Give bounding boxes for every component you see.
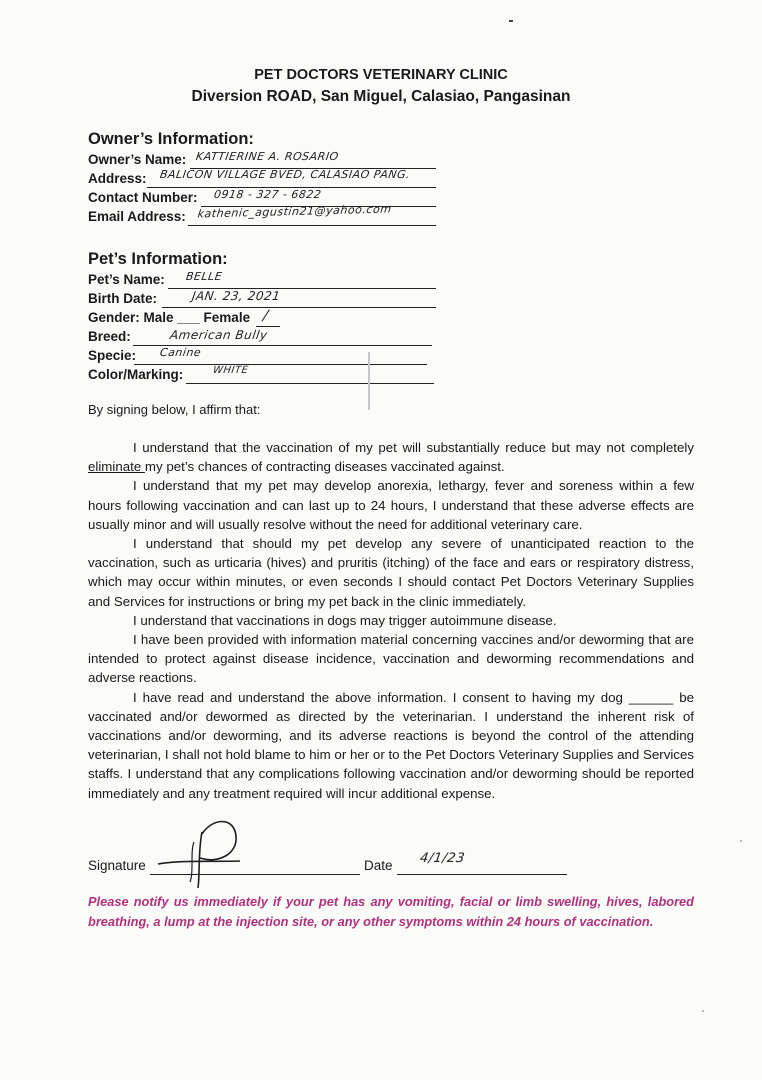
paragraph-2: I understand that my pet may develop anorexia, lethargy, fever and soreness within a few hours following vaccination and can last up to 24 hours, I understand that these adverse effects are usually minor and will usually resolve without the need for additional veterinary care. [88, 478, 694, 532]
signature-mark [150, 812, 250, 892]
date-value: 4/1/23 [418, 851, 466, 866]
paragraph-1-text-end: my pet’s chances of contracting diseases vaccinated against. [144, 459, 505, 475]
contact-number-value: 0918 - 327 - 6822 [213, 188, 323, 201]
gender-label: Gender: Male ___ Female [88, 310, 251, 325]
date-line [397, 874, 567, 875]
specie-value: Canine [159, 346, 203, 359]
owner-address-value: BALICON VILLAGE BVED, CALASIAO PANG. [159, 168, 412, 181]
owner-address-label: Address: [88, 171, 147, 186]
scan-speck [740, 840, 742, 842]
owner-section-title: Owner’s Information: [88, 130, 254, 148]
affirm-intro: By signing below, I affirm that: [88, 402, 261, 417]
pencil-smudge [368, 352, 370, 410]
paragraph-3: I understand that should my pet develop any severe of unanticipated reaction to the vaccination, such as urticaria (hives) and pruritis (itching) of the face and ears or respiratory distress, which may occur within minutes, or even seconds I should contact Pet Doctors Veterinary Supplies and Services for instructions or bring my pet back in the clinic immediately. [88, 536, 694, 609]
pet-section-title: Pet’s Information: [88, 250, 228, 268]
consent-body [88, 438, 694, 803]
breed-label: Breed: [88, 329, 131, 344]
paragraph-1-underlined: eliminate [88, 459, 145, 475]
owner-name-label: Owner’s Name: [88, 152, 187, 167]
specie-line [134, 364, 427, 365]
email-line [188, 225, 436, 226]
paragraph-6: I have read and understand the above information. I consent to having my dog ______ be vaccinated and/or dewormed as directed by the veterinarian. I understand the inherent risk of vaccinations and/or deworming, and its adverse reactions is beyond the control of the attending veterinarian, I shall not hold blame to him or her or to the Pet Doctors Veterinary Supplies and Services staffs. I understand that any complications following vaccination and/or deworming should be reported immediately and any treatment required will incur additional expense. [88, 689, 694, 801]
paragraph-4: I understand that vaccinations in dogs may trigger autoimmune disease. [133, 612, 557, 628]
specie-label: Specie: [88, 348, 137, 363]
clinic-name: PET DOCTORS VETERINARY CLINIC [254, 67, 508, 83]
pet-name-value: BELLE [185, 270, 224, 283]
gender-female-line [256, 326, 280, 327]
post-vaccination-notice: Please notify us immediately if your pet has any vomiting, facial or limb swelling, hives, labored breathing, a lump at the injection site, or any other symptoms within 24 hours of vaccination. [88, 894, 694, 929]
color-marking-label: Color/Marking: [88, 367, 184, 382]
signature-label: Signature [88, 858, 146, 873]
paragraph-5: I have been provided with information material concerning vaccines and/or deworming that are intended to protect against disease incidence, vaccination and deworming recommendations and adverse reactions. [88, 632, 694, 686]
clinic-address: Diversion ROAD, San Miguel, Calasiao, Pangasinan [191, 88, 571, 105]
email-label: Email Address: [88, 209, 186, 224]
birth-date-line [162, 307, 436, 308]
paragraph-1-text: I understand that the vaccination of my pet will substantially reduce but may not completely [133, 440, 694, 455]
color-marking-line [186, 383, 434, 384]
paragraph-1 [88, 438, 694, 476]
birth-date-label: Birth Date: [88, 291, 158, 306]
contact-number-label: Contact Number: [88, 190, 198, 205]
pet-name-label: Pet’s Name: [88, 272, 165, 287]
date-label: Date [364, 858, 393, 873]
scan-speck [509, 20, 513, 22]
scan-speck [702, 1010, 704, 1012]
birth-date-value: JAN. 23, 2021 [191, 289, 282, 303]
email-value: kathenic_agustin21@yahoo.com [196, 202, 393, 221]
gender-female-mark: / [261, 308, 270, 324]
breed-value: American Bully [169, 328, 269, 342]
color-marking-value: WHITE [212, 365, 250, 376]
clinic-header [0, 64, 762, 108]
owner-name-value: KATTIERINE A. ROSARIO [195, 150, 340, 163]
